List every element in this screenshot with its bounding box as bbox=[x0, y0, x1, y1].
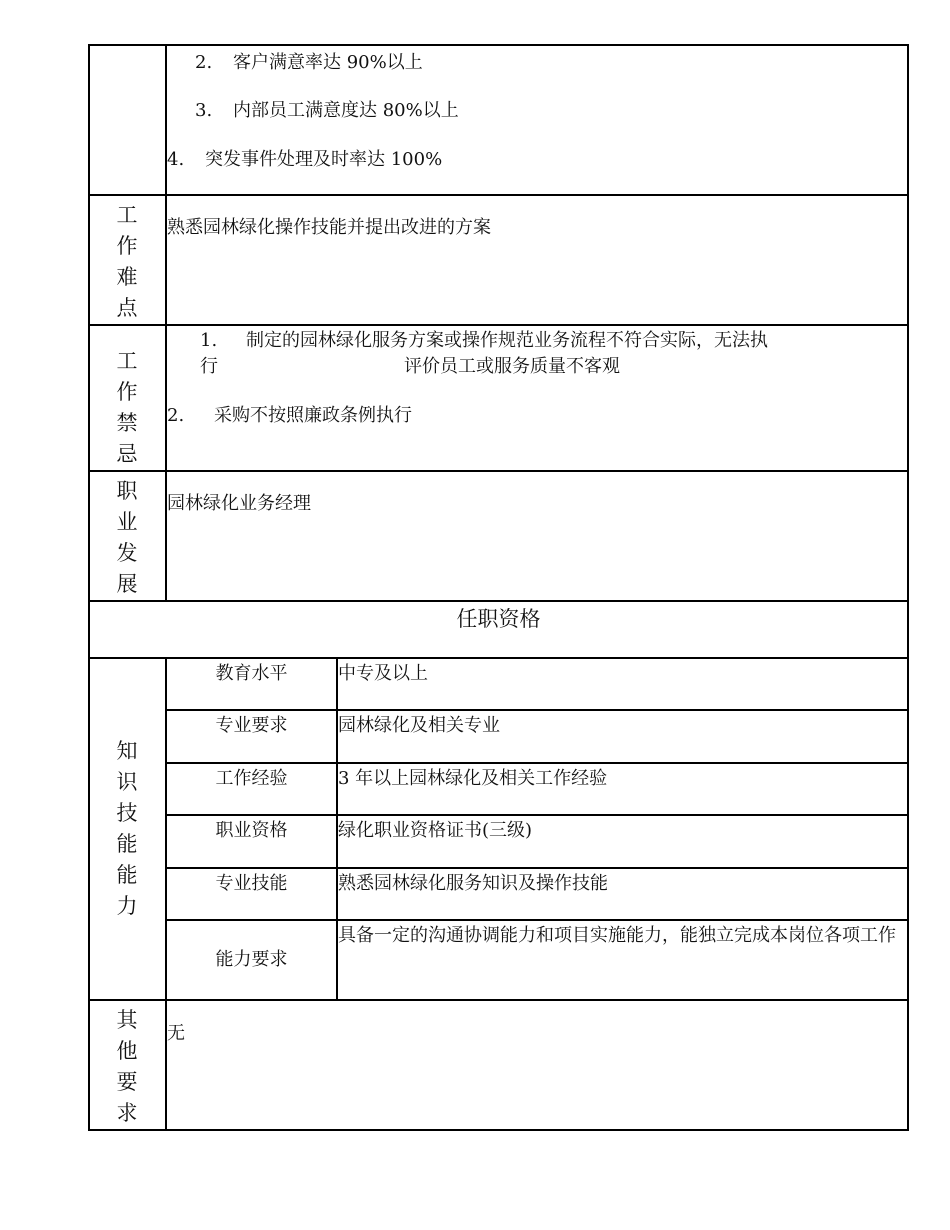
taboo-item-2 bbox=[167, 403, 412, 429]
qualification-label: 专业要求 bbox=[166, 710, 337, 763]
qualifications-group-label-cell bbox=[89, 658, 166, 1000]
difficulty-text: 熟悉园林绿化操作技能并提出改进的方案 bbox=[167, 217, 491, 238]
qualification-row bbox=[89, 815, 908, 868]
target-item-number: 3. bbox=[195, 100, 213, 121]
qualification-row bbox=[89, 710, 908, 763]
other-label: 其他要求 bbox=[116, 1008, 139, 1125]
other-label-cell bbox=[89, 1000, 166, 1130]
qualification-row bbox=[89, 763, 908, 815]
other-text: 无 bbox=[167, 1023, 185, 1044]
targets-content bbox=[166, 45, 908, 195]
target-item bbox=[167, 147, 442, 173]
qualification-value: 熟悉园林绿化服务知识及操作技能 bbox=[337, 868, 908, 920]
career-label: 职业发展 bbox=[116, 479, 139, 596]
targets-label-cell bbox=[89, 45, 166, 195]
taboo-item-1-continued bbox=[200, 354, 620, 380]
taboo-item-text: 采购不按照廉政条例执行 bbox=[214, 405, 412, 426]
qualifications-header: 任职资格 bbox=[89, 601, 908, 658]
targets-row bbox=[89, 45, 908, 195]
difficulty-row bbox=[89, 195, 908, 325]
qualification-label: 工作经验 bbox=[166, 763, 337, 815]
qualification-label: 教育水平 bbox=[166, 658, 337, 710]
career-row bbox=[89, 471, 908, 601]
career-label-cell bbox=[89, 471, 166, 601]
qualification-label: 能力要求 bbox=[166, 920, 337, 1000]
qualifications-group-label: 知识技能能力 bbox=[116, 739, 139, 918]
qualifications-header-row bbox=[89, 601, 908, 658]
qualification-row bbox=[89, 658, 908, 710]
difficulty-content bbox=[166, 195, 908, 325]
difficulty-label: 工作难点 bbox=[116, 203, 139, 320]
qualification-label: 职业资格 bbox=[166, 815, 337, 868]
qualification-value: 具备一定的沟通协调能力和项目实施能力，能独立完成本岗位各项工作 bbox=[337, 920, 908, 1000]
taboo-label-cell bbox=[89, 325, 166, 471]
job-description-table bbox=[88, 44, 909, 1131]
qualification-value: 园林绿化及相关专业 bbox=[337, 710, 908, 763]
qualification-value: 中专及以上 bbox=[337, 658, 908, 710]
taboo-item-text: 评价员工或服务质量不客观 bbox=[404, 356, 620, 377]
career-text: 园林绿化业务经理 bbox=[167, 493, 311, 514]
qualification-row bbox=[89, 868, 908, 920]
difficulty-label-cell bbox=[89, 195, 166, 325]
taboo-item-text: 制定的园林绿化服务方案或操作规范业务流程不符合实际，无法执 bbox=[246, 330, 768, 351]
target-item-number: 4. bbox=[167, 149, 185, 170]
qualification-value: 绿化职业资格证书(三级) bbox=[337, 815, 908, 868]
qualification-value: 3 年以上园林绿化及相关工作经验 bbox=[337, 763, 908, 815]
qualification-label: 专业技能 bbox=[166, 868, 337, 920]
target-item-number: 2. bbox=[195, 52, 213, 73]
qualification-row bbox=[89, 920, 908, 1000]
target-item-text: 突发事件处理及时率达 100% bbox=[205, 149, 443, 170]
target-item bbox=[195, 98, 459, 124]
taboo-item-number: 2. bbox=[167, 405, 185, 426]
target-item bbox=[195, 50, 423, 76]
taboo-row bbox=[89, 325, 908, 471]
taboo-item-1 bbox=[200, 328, 768, 354]
taboo-item-text: 行 bbox=[200, 356, 218, 377]
taboo-item-number: 1. bbox=[200, 330, 218, 351]
career-content bbox=[166, 471, 908, 601]
target-item-text: 客户满意率达 90%以上 bbox=[233, 52, 423, 73]
other-content bbox=[166, 1000, 908, 1130]
taboo-content bbox=[166, 325, 908, 471]
taboo-label: 工作禁忌 bbox=[116, 349, 139, 466]
other-row bbox=[89, 1000, 908, 1130]
target-item-text: 内部员工满意度达 80%以上 bbox=[233, 100, 459, 121]
